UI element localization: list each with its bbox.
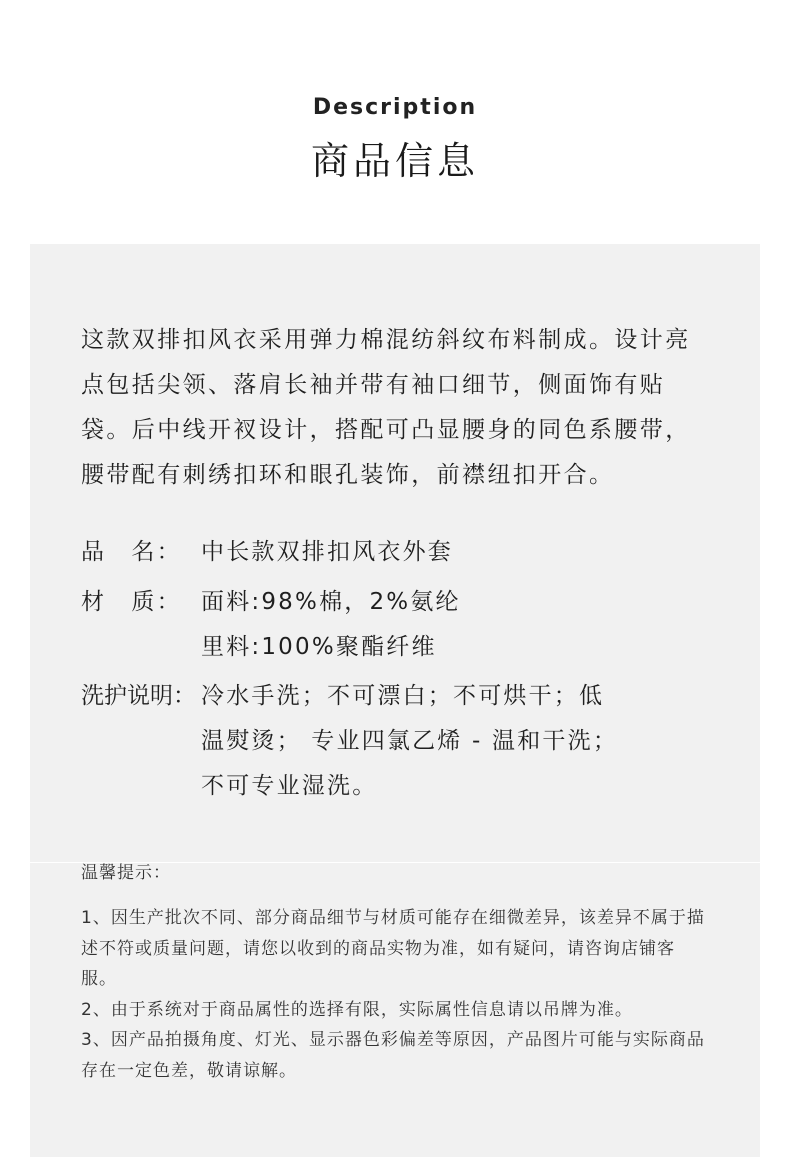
title-english: Description <box>312 95 478 120</box>
spec-name-label: 品 名： <box>81 539 182 565</box>
title-chinese: 商品信息 <box>310 139 479 183</box>
product-intro: 这款双排扣风衣采用弹力棉混纺斜纹布料制成。设计亮点包括尖领、落肩长袖并带有袖口细节，侧面饰有贴袋。后中线开衩设计，搭配可凸显腰身的同色系腰带，腰带配有刺绣扣环和眼孔装饰，前襟纽扣开合。 <box>81 327 691 488</box>
spec-material-line1: 面料:98%棉，2%氨纶 <box>201 589 461 615</box>
note-item: 2、由于系统对于商品属性的选择有限，实际属性信息请以吊牌为准。 <box>81 999 633 1020</box>
spec-material-label: 材 质： <box>81 589 182 615</box>
notes-title: 温馨提示： <box>81 863 171 883</box>
spec-wash-line1: 冷水手洗；不可漂白；不可烘干；低 <box>201 683 605 709</box>
spec-material-line2: 里料:100%聚酯纤维 <box>201 634 437 660</box>
note-item: 1、因生产批次不同、部分商品细节与材质可能存在细微差异，该差异不属于描述不符或质量问题，请您以收到的商品实物为准，如有疑问，请咨询店铺客服。 <box>81 908 705 989</box>
spec-wash-label: 洗护说明： <box>81 683 196 709</box>
note-item: 3、因产品拍摄角度、灯光、显示器色彩偏差等原因，产品图片可能与实际商品存在一定色差，敬请谅解。 <box>81 1030 705 1081</box>
notes-list <box>81 903 706 1086</box>
header <box>0 0 790 244</box>
spec-wash-line3: 不可专业湿洗。 <box>201 773 378 799</box>
spec-name-value: 中长款双排扣风衣外套 <box>201 539 453 565</box>
spec-wash-line2: 温熨烫； 专业四氯乙烯 - 温和干洗； <box>201 728 619 754</box>
